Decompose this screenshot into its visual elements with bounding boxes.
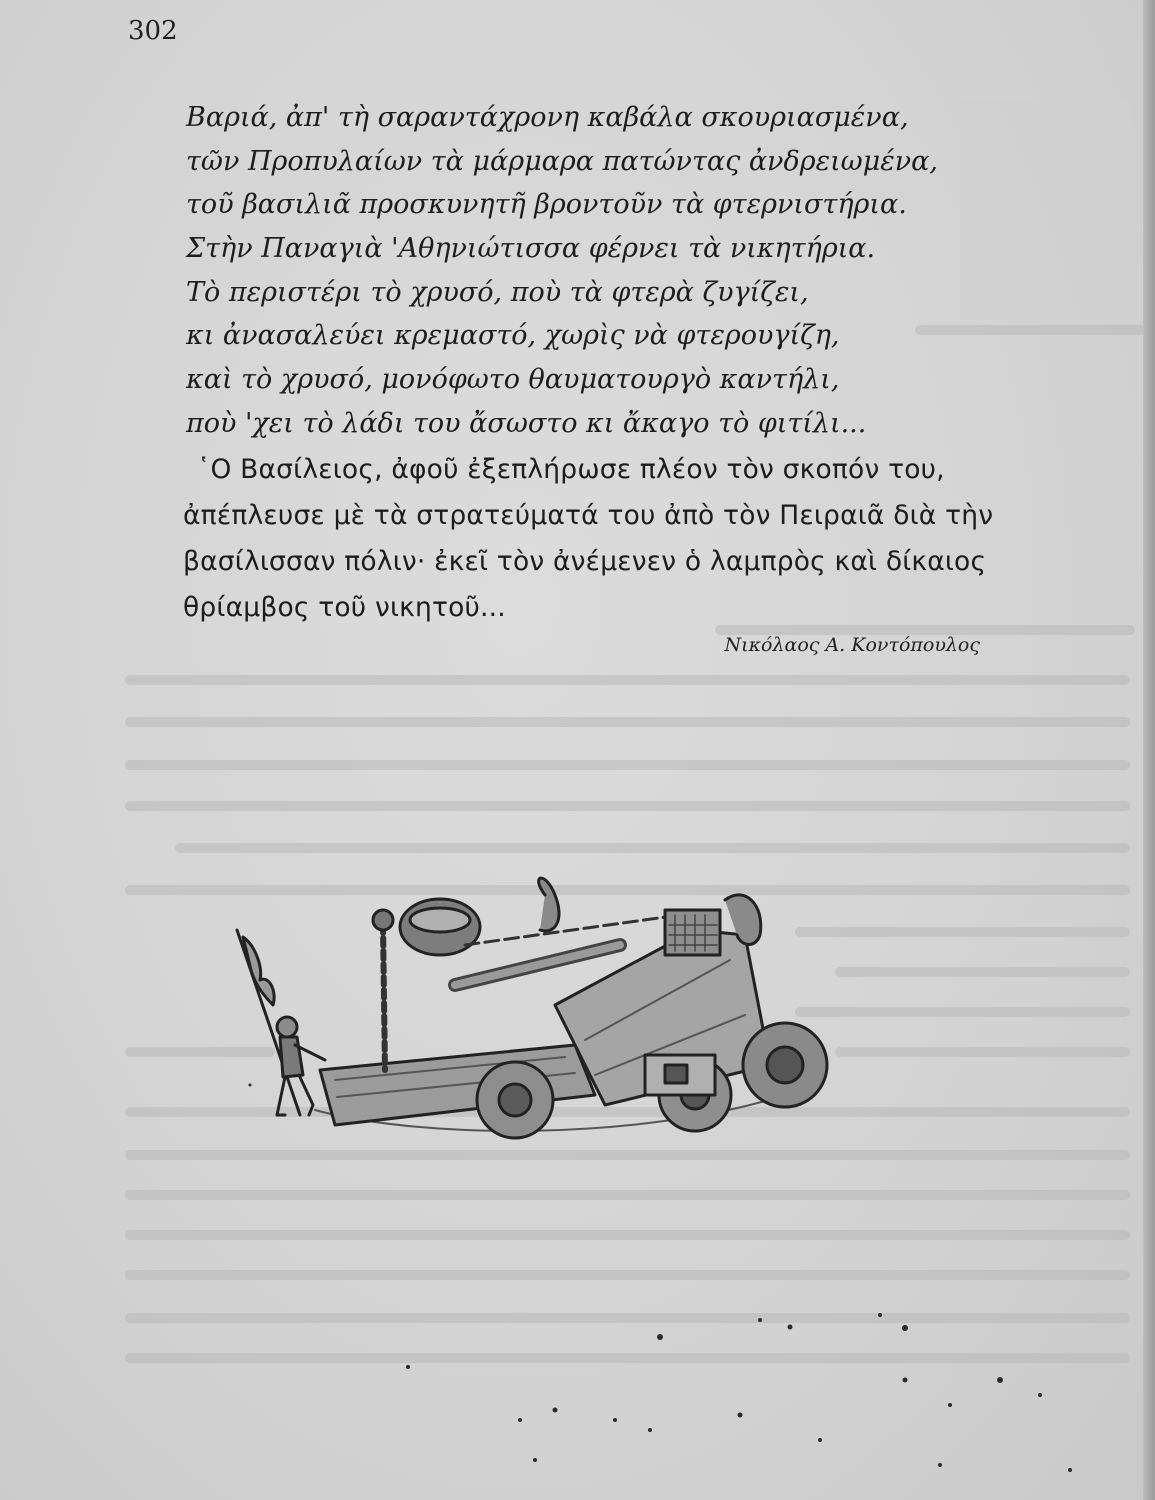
poem-line: τοῦ βασιλιᾶ προσκυνητῆ βροντοῦν τὰ φτερνιστήρια. [186, 189, 907, 221]
poem-line: τῶν Προπυλαίων τὰ μάρμαρα πατώντας ἀνδρειωμένα, [186, 145, 938, 177]
poem-line: ποὺ 'χει τὸ λάδι του ἄσωστο κι ἄκαγο τὸ φιτίλι... [186, 407, 867, 439]
poem-line: Στὴν Παναγιὰ 'Αθηνιώτισσα φέρνει τὰ νικητήρια. [186, 233, 876, 265]
prose-line: ῾Ο Βασίλειος, ἀφοῦ ἐξεπλήρωσε πλέον τὸν σκοπόν του, [197, 454, 945, 485]
poem-line: καὶ τὸ χρυσό, μονόφωτο θαυματουργὸ καντήλι, [186, 364, 840, 396]
author-attribution: Νικόλαος Α. Κοντόπουλος [724, 634, 980, 656]
prose-line: βασίλισσαν πόλιν· ἐκεῖ τὸν ἀνέμενεν ὁ λαμπρὸς καὶ δίκαιος [183, 546, 987, 577]
poem-line: Βαριά, ἀπ' τὴ σαραντάχρονη καβάλα σκουριασμένα, [186, 102, 909, 133]
page-edge-shadow [1143, 0, 1155, 1500]
prose-line: θρίαμβος τοῦ νικητοῦ... [183, 592, 506, 623]
prose-paragraph [183, 447, 994, 631]
catapult-illustration [225, 875, 845, 1175]
poem-block [186, 96, 986, 446]
prose-line: ἀπέπλευσε μὲ τὰ στρατεύματά του ἀπὸ τὸν Πειραιᾶ διὰ τὴν [183, 500, 994, 531]
poem-line: κι ἀνασαλεύει κρεμαστό, χωρὶς νὰ φτερουγίζη, [186, 320, 840, 352]
page-number: 302 [128, 16, 178, 46]
poem-line: Τὸ περιστέρι τὸ χρυσό, ποὺ τὰ φτερὰ ζυγίζει, [186, 276, 809, 308]
